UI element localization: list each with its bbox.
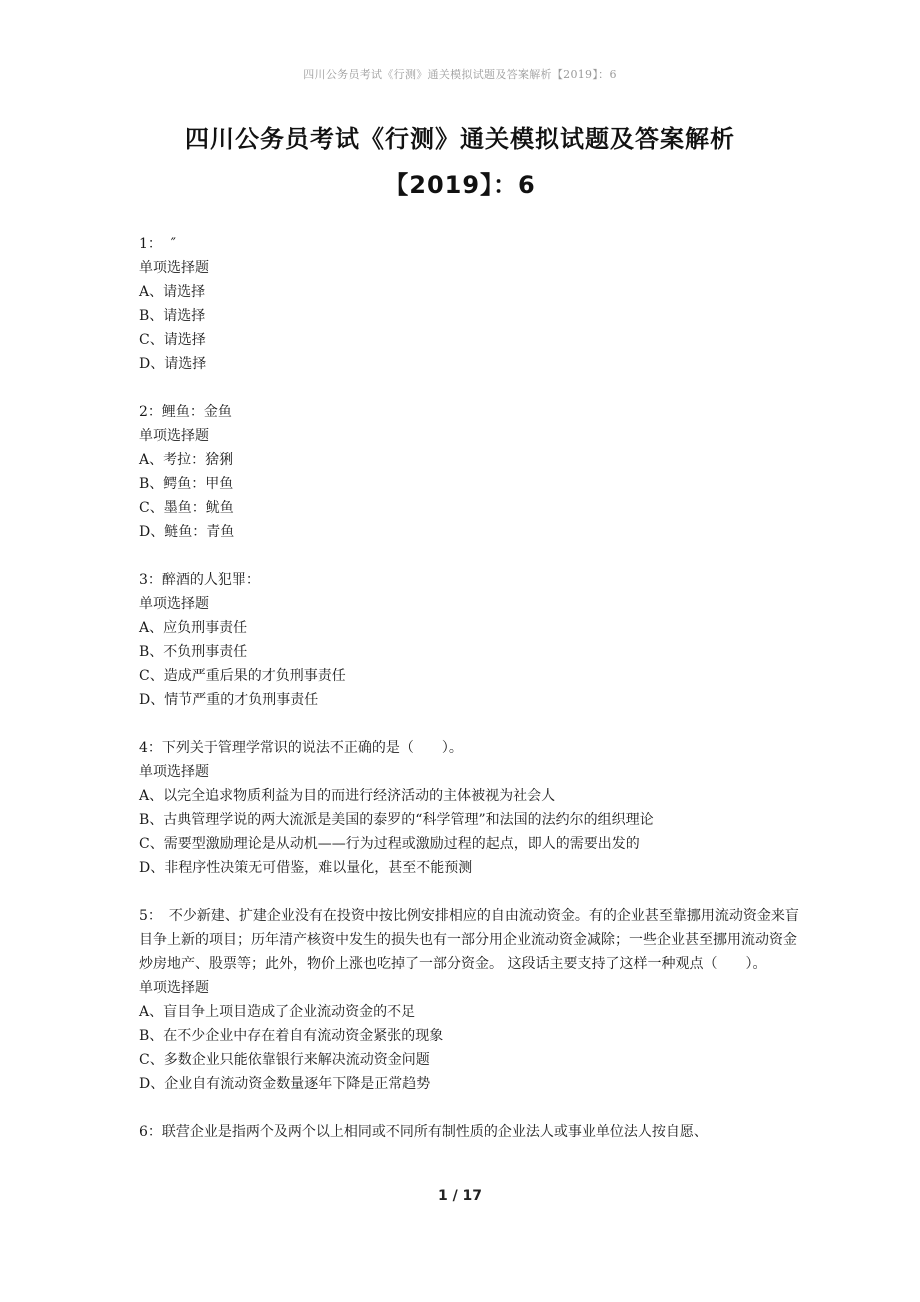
option-d: D、企业自有流动资金数量逐年下降是正常趋势 bbox=[139, 1076, 431, 1092]
option-c: C、墨鱼：鱿鱼 bbox=[139, 500, 234, 516]
document-title bbox=[0, 116, 920, 208]
option-a: A、请选择 bbox=[139, 284, 206, 300]
title-line-2: 【2019】：6 bbox=[384, 171, 536, 199]
question-stem: 1： ″ bbox=[139, 236, 177, 252]
question-type: 单项选择题 bbox=[139, 980, 209, 996]
option-c: C、造成严重后果的才负刑事责任 bbox=[139, 668, 346, 684]
question-type: 单项选择题 bbox=[139, 764, 209, 780]
question-1 bbox=[139, 232, 799, 376]
question-type: 单项选择题 bbox=[139, 428, 209, 444]
question-4 bbox=[139, 736, 799, 880]
option-d: D、鲢鱼：青鱼 bbox=[139, 524, 235, 540]
option-c: C、多数企业只能依靠银行来解决流动资金问题 bbox=[139, 1052, 430, 1068]
question-list bbox=[139, 232, 799, 1144]
option-b: B、鳄鱼：甲鱼 bbox=[139, 476, 234, 492]
question-stem: 5： 不少新建、扩建企业没有在投资中按比例安排相应的自由流动资金。有的企业甚至靠挪用流动资金来盲目争上新的项目；历年清产核资中发生的损失也有一部分用企业流动资金减除；一些企业甚至挪用流动资金炒房地产、股票等；此外，物价上涨也吃掉了一部分资金。 这段话主要支持了这样一种观点（ ）。 bbox=[139, 908, 799, 972]
question-type: 单项选择题 bbox=[139, 260, 209, 276]
question-stem: 6：联营企业是指两个及两个以上相同或不同所有制性质的企业法人或事业单位法人按自愿、 bbox=[139, 1124, 708, 1140]
question-3 bbox=[139, 568, 799, 712]
question-type: 单项选择题 bbox=[139, 596, 209, 612]
question-6 bbox=[139, 1120, 799, 1144]
question-stem: 2：鲤鱼：金鱼 bbox=[139, 404, 232, 420]
option-b: B、古典管理学说的两大流派是美国的泰罗的“科学管理”和法国的法约尔的组织理论 bbox=[139, 812, 654, 828]
option-c: C、需要型激励理论是从动机——行为过程或激励过程的起点，即人的需要出发的 bbox=[139, 836, 640, 852]
title-line-1: 四川公务员考试《行测》通关模拟试题及答案解析 bbox=[185, 125, 735, 153]
running-header: 四川公务员考试《行测》通关模拟试题及答案解析【2019】：6 bbox=[303, 68, 617, 81]
option-a: A、应负刑事责任 bbox=[139, 620, 248, 636]
question-stem: 3：醉酒的人犯罪： bbox=[139, 572, 260, 588]
question-stem: 4：下列关于管理学常识的说法不正确的是（ ）。 bbox=[139, 740, 463, 756]
question-2 bbox=[139, 400, 799, 544]
question-5 bbox=[139, 904, 799, 1096]
option-d: D、非程序性决策无可借鉴，难以量化，甚至不能预测 bbox=[139, 860, 473, 876]
option-d: D、情节严重的才负刑事责任 bbox=[139, 692, 319, 708]
option-b: B、不负刑事责任 bbox=[139, 644, 248, 660]
option-d: D、请选择 bbox=[139, 356, 207, 372]
option-b: B、请选择 bbox=[139, 308, 206, 324]
option-c: C、请选择 bbox=[139, 332, 206, 348]
option-a: A、盲目争上项目造成了企业流动资金的不足 bbox=[139, 1004, 416, 1020]
page-indicator: 1 / 17 bbox=[437, 1188, 483, 1204]
option-b: B、在不少企业中存在着自有流动资金紧张的现象 bbox=[139, 1028, 444, 1044]
option-a: A、以完全追求物质利益为目的而进行经济活动的主体被视为社会人 bbox=[139, 788, 556, 804]
option-a: A、考拉：猞猁 bbox=[139, 452, 234, 468]
